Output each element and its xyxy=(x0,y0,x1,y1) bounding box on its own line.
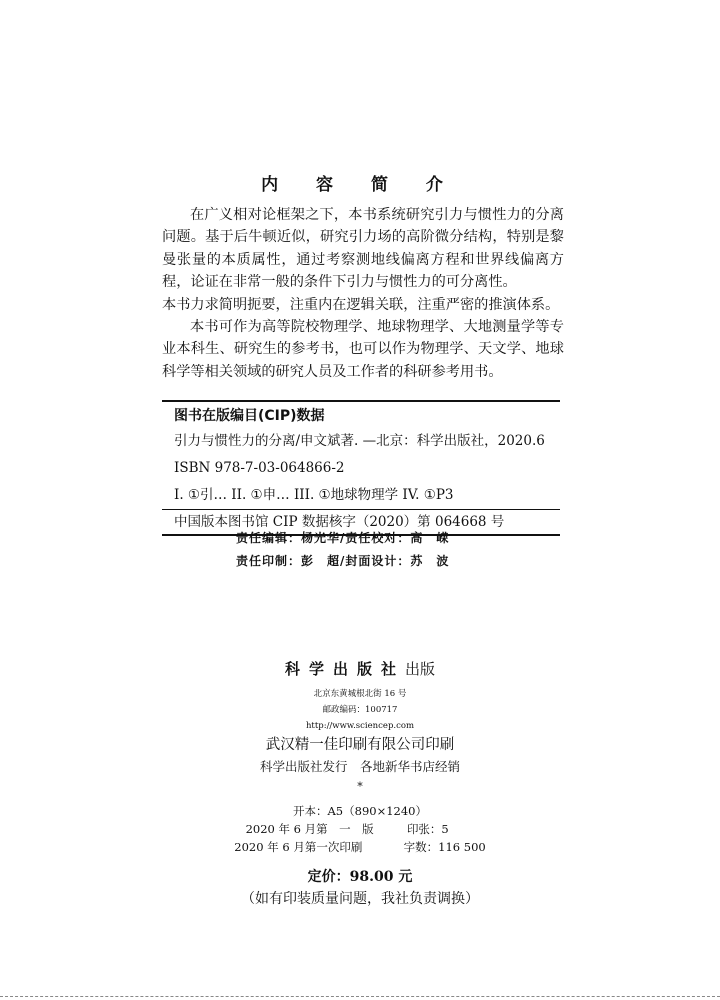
distribution-line: 科学出版社发行 各地新华书店经销 xyxy=(259,759,460,774)
summary-paragraph-1: 在广义相对论框架之下，本书系统研究引力与惯性力的分离问题。基于后牛顿近似，研究引力场的高阶微分结构，特别是黎曼张量的本质属性，通过考察测地线偏离方程和世界线偏离方程，论证在非常一般的条件下引力与惯性力的可分离性。 xyxy=(162,207,564,291)
edition-row xyxy=(0,820,720,838)
publisher-postcode: 邮政编码：100717 xyxy=(322,705,398,715)
publisher-line xyxy=(0,658,720,679)
publisher-url: http://www.sciencep.com xyxy=(305,721,415,731)
edition-date: 2020 年 6 月第 一 版 xyxy=(245,822,374,836)
sheet-count: 印张：5 xyxy=(406,822,449,836)
summary-paragraph-3: 本书可作为高等院校物理学、地球物理学、大地测量学等专业本科生、研究生的参考书，也可以作为物理学、天文学、地球科学等相关领域的研究人员及工作者的科研参考用书。 xyxy=(162,319,564,380)
printer-name: 武汉精一佳印刷有限公司印刷 xyxy=(265,737,455,753)
summary-text xyxy=(162,204,564,383)
cip-title-line: 引力与惯性力的分离/申文斌著. —北京：科学出版社，2020.6 xyxy=(174,433,545,449)
publisher-name: 科学出版社 xyxy=(284,660,405,678)
cip-isbn: ISBN 978-7-03-064866-2 xyxy=(174,460,345,476)
cip-classification: I. ①引… II. ①申… III. ①地球物理学 IV. ①P3 xyxy=(174,487,454,503)
cip-record-number: 中国版本图书馆 CIP 数据核字（2020）第 064668 号 xyxy=(174,514,505,530)
editors-line-1: 责任编辑：杨光华/责任校对：高 嵘 xyxy=(236,531,450,545)
printer-block xyxy=(0,734,720,778)
specs-block xyxy=(0,802,720,856)
publisher-suffix: 出版 xyxy=(405,660,436,678)
cip-heading: 图书在版编目(CIP)数据 xyxy=(174,408,325,424)
printing-row xyxy=(0,838,720,856)
summary-paragraph-2: 本书力求简明扼要，注重内在逻辑关联，注重严密的推演体系。 xyxy=(162,296,560,313)
cip-data-block xyxy=(162,400,560,536)
printing-date: 2020 年 6 月第一次印刷 xyxy=(234,840,363,854)
quality-note: （如有印装质量问题，我社负责调换） xyxy=(241,891,479,907)
publisher-address: 北京东黄城根北街 16 号 xyxy=(313,689,407,699)
page-bottom-rule xyxy=(0,996,720,997)
section-title: 内 容 简 介 xyxy=(261,175,459,195)
book-format: 开本：A5（890×1240） xyxy=(293,804,427,818)
editors-line-2: 责任印制：彭 超/封面设计：苏 波 xyxy=(236,554,450,568)
separator-star: * xyxy=(357,780,363,793)
word-count: 字数：116 500 xyxy=(403,840,486,854)
price: 定价：98.00 元 xyxy=(307,869,413,885)
